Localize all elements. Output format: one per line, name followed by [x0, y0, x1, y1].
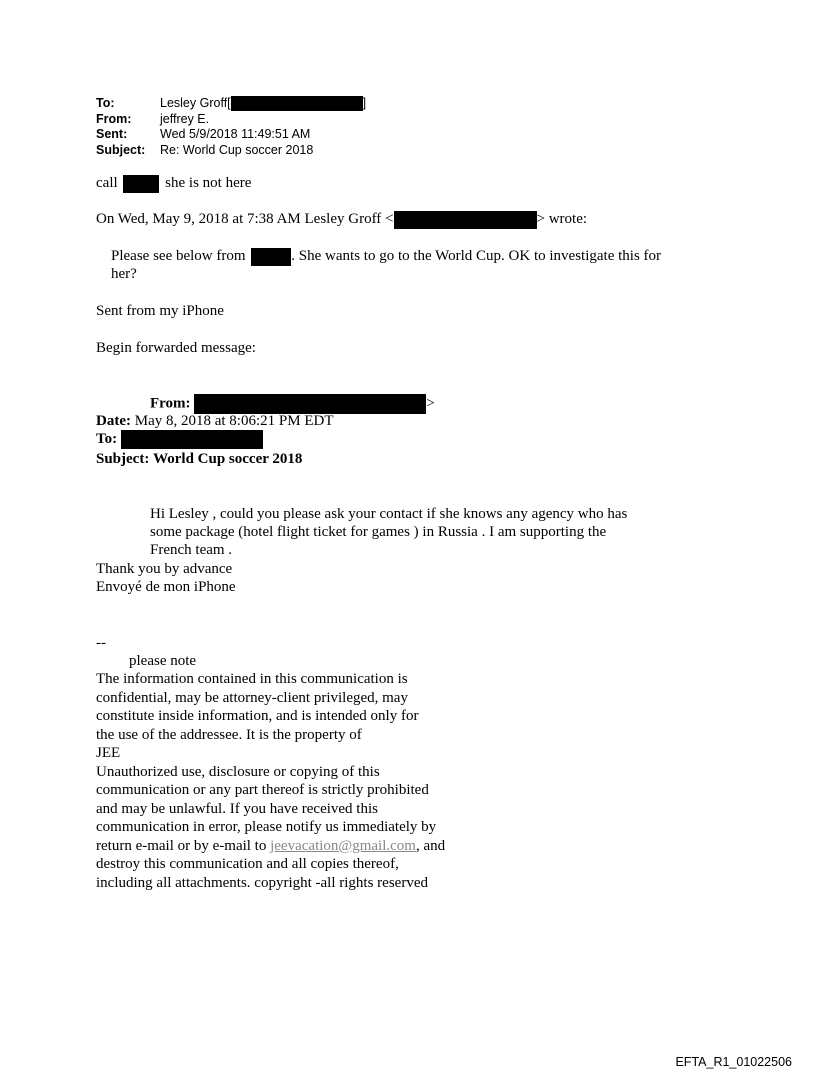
forwarded-to-row	[96, 430, 263, 449]
quoted-line-1	[111, 247, 661, 266]
message-line-5: Envoyé de mon iPhone	[96, 579, 236, 595]
header-from-row	[96, 112, 366, 128]
reply-line	[96, 174, 251, 193]
forwarded-date-value: May 8, 2018 at 8:06:21 PM EDT	[134, 413, 334, 429]
begin-forwarded-line: Begin forwarded message:	[96, 340, 256, 356]
disclaimer-body	[96, 670, 445, 892]
forwarded-from-after: >	[426, 395, 435, 412]
redaction-bar	[231, 96, 363, 111]
message-line-1: Hi Lesley , could you please ask your contact if she knows any agency who has	[150, 506, 628, 522]
sent-from-line: Sent from my iPhone	[96, 303, 224, 319]
redaction-bar	[121, 430, 263, 449]
header-to-label: To:	[96, 96, 115, 110]
quoted-text-before: Please see below from	[111, 248, 246, 264]
header-subject-value: Re: World Cup soccer 2018	[160, 142, 314, 157]
disclaimer-email-before: return e-mail or by e-mail to	[96, 837, 271, 854]
quote-intro-before: On Wed, May 9, 2018 at 7:38 AM Lesley Groff <	[96, 211, 394, 227]
forwarded-date-row	[96, 412, 333, 430]
forwarded-to-label: To:	[96, 431, 118, 447]
header-subject-label: Subject:	[96, 142, 146, 157]
signature-dashes: --	[96, 635, 106, 651]
forwarded-from-row	[150, 394, 435, 414]
quoted-text-after: . She wants to go to the World Cup. OK to investigate this for	[291, 248, 662, 264]
header-to-close-bracket: ]	[362, 96, 367, 110]
reply-call-text: call	[96, 175, 118, 191]
header-sent-label: Sent:	[96, 127, 128, 141]
message-line-3: French team .	[150, 542, 233, 558]
redaction-bar	[123, 175, 159, 193]
disclaimer-email-line	[96, 837, 445, 856]
disclaimer-line: including all attachments. copyright -all rights reserved	[96, 874, 428, 891]
document-id: EFTA_R1_01022506	[675, 1055, 792, 1069]
message-line-4: Thank you by advance	[96, 561, 233, 577]
disclaimer-line: communication or any part thereof is strictly prohibited	[96, 782, 429, 798]
disclaimer-line: communication in error, please notify us immediately by	[96, 819, 437, 835]
header-subject-row	[96, 143, 366, 159]
forwarded-date-label: Date:	[96, 413, 131, 429]
disclaimer-line: JEE	[96, 745, 121, 761]
header-sent-value: Wed 5/9/2018 11:49:51 AM	[160, 127, 311, 141]
disclaimer-line: and may be unlawful. If you have received this	[96, 800, 378, 817]
disclaimer-email-after: , and	[415, 837, 446, 854]
header-to-value: Lesley Groff	[160, 96, 228, 110]
forwarded-subject-value: World Cup soccer 2018	[153, 451, 303, 467]
disclaimer-line: constitute inside information, and is intended only for	[96, 708, 419, 724]
header-to-row	[96, 96, 366, 112]
forwarded-subject-row	[96, 450, 302, 468]
disclaimer-line: Unauthorized use, disclosure or copying of this	[96, 763, 380, 780]
disclaimer-line: destroy this communication and all copies thereof,	[96, 856, 399, 872]
redaction-bar	[194, 394, 426, 414]
forwarded-subject-label: Subject:	[96, 451, 150, 467]
disclaimer-line: The information contained in this communication is	[96, 671, 408, 687]
header-from-value: jeffrey E.	[160, 111, 210, 126]
email-header	[96, 96, 366, 158]
email-link[interactable]: jeevacation@gmail.com	[270, 837, 416, 854]
message-line-2: some package (hotel flight ticket for games ) in Russia . I am supporting the	[150, 524, 607, 540]
header-to-open-bracket: [	[227, 96, 231, 110]
reply-rest-text: she is not here	[165, 175, 252, 191]
disclaimer-line: confidential, may be attorney-client privileged, may	[96, 689, 408, 706]
quote-intro-after: > wrote:	[536, 211, 588, 227]
redaction-bar	[251, 248, 291, 266]
quoted-line-2: her?	[111, 266, 137, 282]
header-from-label: From:	[96, 111, 132, 126]
quote-intro-line	[96, 210, 587, 229]
disclaimer-line: the use of the addressee. It is the property of	[96, 726, 362, 743]
forwarded-from-label: From:	[150, 395, 191, 412]
disclaimer-note: please note	[129, 653, 197, 669]
header-sent-row	[96, 127, 366, 143]
redaction-bar	[394, 211, 537, 229]
